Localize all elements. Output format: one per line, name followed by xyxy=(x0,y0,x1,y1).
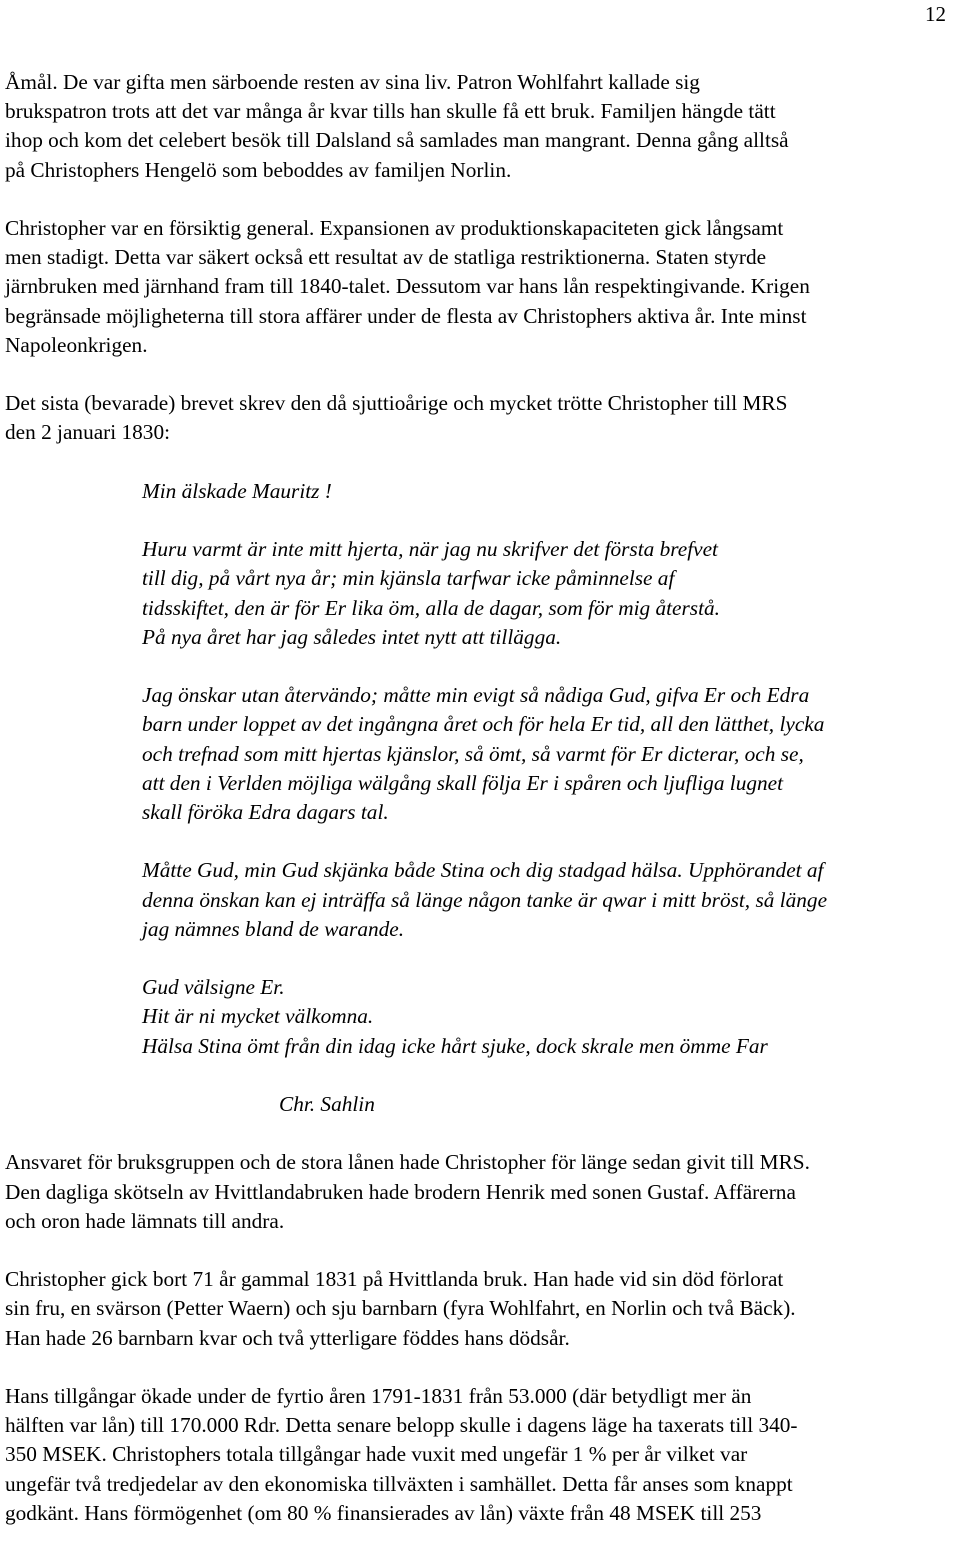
text-line: Huru varmt är inte mitt hjerta, när jag nu skrifver det första brefvet xyxy=(142,537,718,562)
text-line: Han hade 26 barnbarn kvar och två ytterligare föddes hans dödsår. xyxy=(5,1325,570,1350)
text-line: Min älskade Mauritz ! xyxy=(142,478,332,503)
text-line: Måtte Gud, min Gud skjänka både Stina och dig stadgad hälsa. Upphörandet af xyxy=(142,858,824,883)
text-line: Jag önskar utan återvändo; måtte min evigt så nådiga Gud, gifva Er och Edra xyxy=(142,683,810,708)
text-line: Hälsa Stina ömt från din idag icke hårt sjuke, dock skrale men ömme Far xyxy=(142,1033,768,1058)
text-line: tidsskiftet, den är för Er lika öm, alla de dagar, som för mig återstå. xyxy=(142,595,720,620)
letter-salutation xyxy=(142,477,960,506)
body-paragraph-6 xyxy=(5,1382,960,1528)
text-line: brukspatron trots att det var många år kvar tills han skulle få ett bruk. Familjen hängde tätt xyxy=(5,99,776,124)
text-line: Christopher var en försiktig general. Expansionen av produktionskapaciteten gick långsamt xyxy=(5,216,784,240)
letter-signature xyxy=(5,1090,960,1119)
page-number: 12 xyxy=(925,2,946,26)
text-line: Gud välsigne Er. xyxy=(142,975,285,1000)
text-line: denna önskan kan ej inträffa så länge någon tanke är qwar i mitt bröst, så länge xyxy=(142,887,828,912)
text-line: Chr. Sahlin xyxy=(279,1091,375,1116)
text-line: 350 MSEK. Christophers totala tillgångar hade vuxit med ungefär 1 % per år vilket var xyxy=(5,1442,748,1467)
text-line: Den dagliga skötseln av Hvittlandabruken hade brodern Henrik med sonen Gustaf. Affärerna xyxy=(5,1179,796,1204)
text-line: På nya året har jag således intet nytt att tillägga. xyxy=(142,624,562,649)
text-line: jag nämnes bland de warande. xyxy=(142,916,405,941)
text-line: att den i Verlden möjliga wälgång skall följa Er i spåren och ljufliga lugnet xyxy=(142,770,784,795)
body-paragraph-5 xyxy=(5,1265,960,1353)
letter-paragraph-2 xyxy=(142,681,960,827)
quoted-letter xyxy=(5,477,960,1061)
text-line: begränsade möjligheterna till stora affärer under de flesta av Christophers aktiva år. Inte minst xyxy=(5,303,807,328)
text-line: och trefnad som mitt hjertas kjänslor, så ömt, så varmt för Er dicterar, och se, xyxy=(142,741,804,766)
text-line: barn under loppet av det ingångna året och för hela Er tid, all den lätthet, lycka xyxy=(142,712,825,737)
letter-paragraph-4 xyxy=(142,973,960,1061)
text-line: sin fru, en svärson (Petter Waern) och sju barnbarn (fyra Wohlfahrt, en Norlin och två Bäck). xyxy=(5,1296,796,1321)
letter-paragraph-3 xyxy=(142,856,960,944)
text-line: ihop och kom det celebert besök till Dalsland så samlades man mangrant. Denna gång alltså xyxy=(5,128,789,153)
text-line: Hit är ni mycket välkomna. xyxy=(142,1004,374,1029)
text-line: till dig, på vårt nya år; min kjänsla tarfwar icke påminnelse af xyxy=(142,566,675,591)
text-line: på Christophers Hengelö som beboddes av familjen Norlin. xyxy=(5,157,512,182)
text-line: skall föröka Edra dagars tal. xyxy=(142,800,389,824)
body-paragraph-1 xyxy=(5,68,960,185)
text-line: järnbruken med järnhand fram till 1840-talet. Dessutom var hans lån respektingivande. Krigen xyxy=(5,274,810,299)
body-paragraph-4 xyxy=(5,1148,960,1236)
text-line: Det sista (bevarade) brevet skrev den då sjuttioårige och mycket trötte Christopher till MRS xyxy=(5,391,788,416)
body-paragraph-3 xyxy=(5,389,960,447)
text-line: Åmål. De var gifta men särboende resten av sina liv. Patron Wohlfahrt kallade sig xyxy=(5,70,700,94)
document-body xyxy=(5,68,960,1557)
text-line: Hans tillgångar ökade under de fyrtio åren 1791-1831 från 53.000 (där betydligt mer än xyxy=(5,1383,752,1408)
text-line: godkänt. Hans förmögenhet (om 80 % finansierades av lån) växte från 48 MSEK till 253 xyxy=(5,1500,762,1525)
text-line: och oron hade lämnats till andra. xyxy=(5,1208,285,1233)
text-line: hälften var lån) till 170.000 Rdr. Detta senare belopp skulle i dagens läge ha taxerats till 340- xyxy=(5,1413,798,1438)
text-line: den 2 januari 1830: xyxy=(5,420,171,445)
body-paragraph-2 xyxy=(5,214,960,360)
text-line: ungefär två tredjedelar av den ekonomiska tillväxten i samhället. Detta får anses som knappt xyxy=(5,1471,793,1496)
text-line: Christopher gick bort 71 år gammal 1831 på Hvittlanda bruk. Han hade vid sin död förlorat xyxy=(5,1267,784,1292)
text-line: Ansvaret för bruksgruppen och de stora lånen hade Christopher för länge sedan givit till MRS. xyxy=(5,1150,810,1175)
letter-paragraph-1 xyxy=(142,535,960,652)
text-line: Napoleonkrigen. xyxy=(5,332,148,357)
text-line: men stadigt. Detta var säkert också ett resultat av de statliga restriktionerna. Staten styrde xyxy=(5,245,767,270)
